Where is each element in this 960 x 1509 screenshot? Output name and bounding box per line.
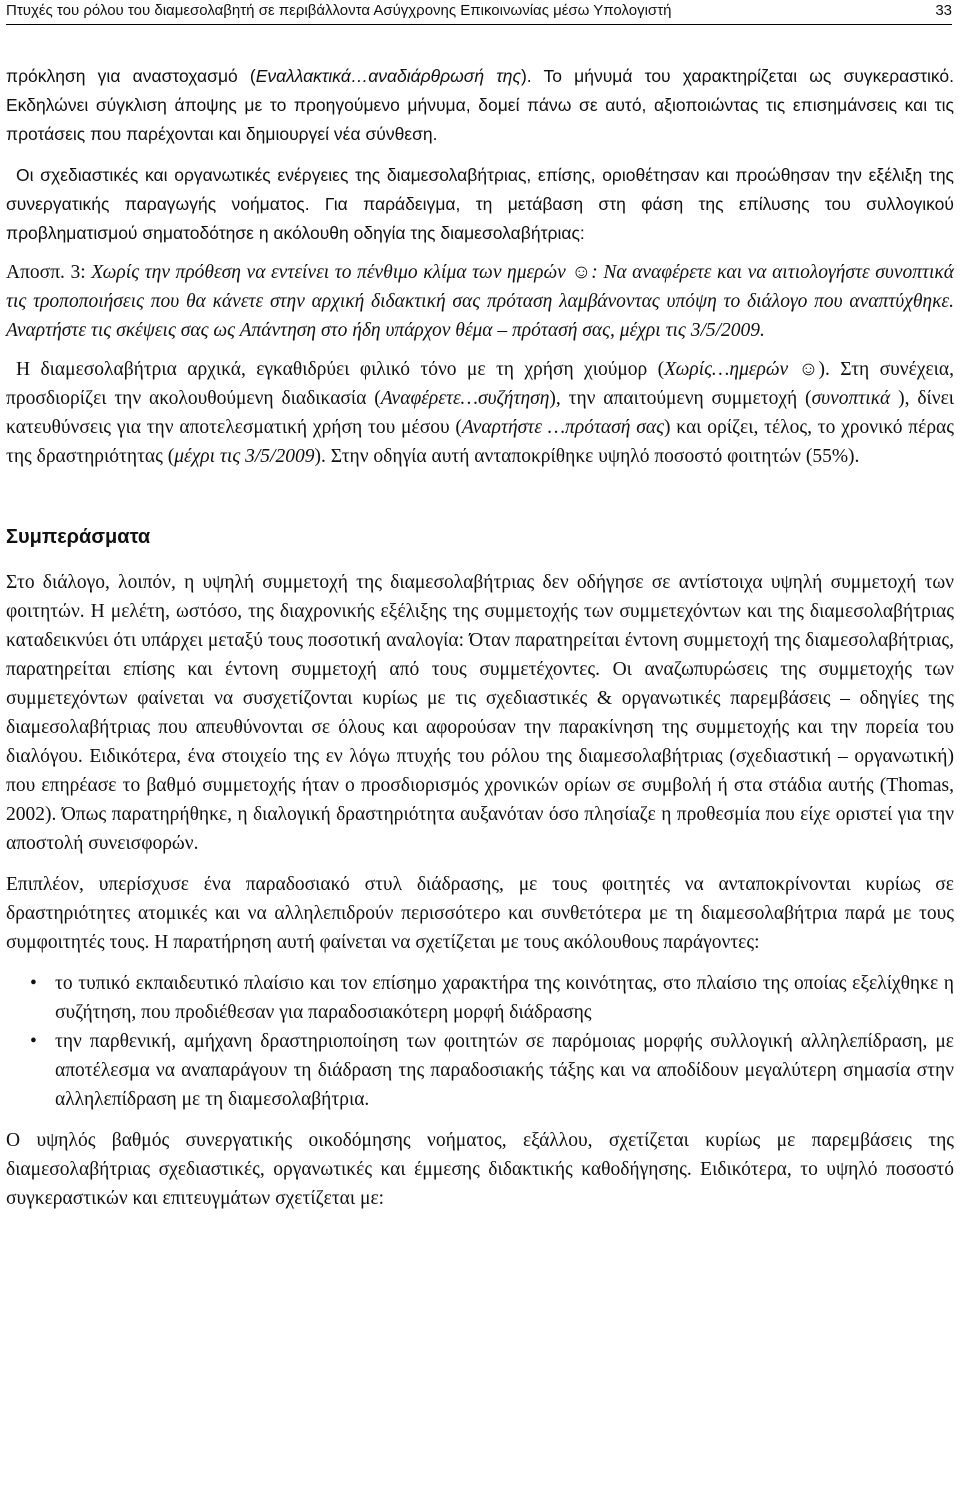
- body-content: [6, 62, 954, 1213]
- list-item: • το τυπικό εκπαιδευτικό πλαίσιο και τον επίσημο χαρακτήρα της κοινότητας, στο πλαίσιο της οποίας εξελίχθηκε η συζήτηση, που προδιέθεσαν για παραδοσιακότερη μορφή διάδρασης: [6, 969, 954, 1027]
- excerpt-3: Αποσπ. 3: Χωρίς την πρόθεση να εντείνει το πένθιμο κλίμα των ημερών ☺: Να αναφέρετε και να αιτιολογήστε συνοπτικά τις τροποποιήσεις που θα κάνετε στην αρχική διδακτική σας πρόταση λαμβάνοντας υπόψη το διάλογο που αναπτύχθηκε. Αναρτήστε τις σκέψεις σας ως Απάντηση στο ήδη υπάρχον θέμα – πρότασή σας, μέχρι τις 3/5/2009.: [6, 262, 954, 341]
- page-number: 33: [935, 2, 952, 19]
- paragraph-continuation: πρόκληση για αναστοχασμό (Εναλλακτικά…αναδιάρθρωσή της). Το μήνυμά του χαρακτηρίζεται ως συγκεραστικό. Εκδηλώνει σύγκλιση άποψης με το προηγούμενο μήνυμα, δομεί πάνω σε αυτό, αξιοποιώντας τις επισημάνσεις και τις προτάσεις που παρέχονται και δημιουργεί νέα σύνθεση.: [6, 66, 955, 144]
- running-title: Πτυχές του ρόλου του διαμεσολαβητή σε περιβάλλοντα Ασύγχρονης Επικοινωνίας μέσω Υπολογιστή: [6, 2, 672, 19]
- paragraph-humor-tone: Η διαμεσολαβήτρια αρχικά, εγκαθιδρύει φιλικό τόνο με τη χρήση χιούμορ (Χωρίς…ημερών ☺). Στη συνέχεια, προσδιορίζει την ακολουθούμενη διαδικασία (Αναφέρετε…συζήτηση), την απαιτούμενη συμμετοχή (συνοπτικά ), δίνει κατευθύνσεις για την αποτελεσματική χρήση του μέσου (Αναρτήστε …πρότασή σας) και ορίζει, τέλος, το χρονικό πέρας της δραστηριότητας (μέχρι τις 3/5/2009). Στην οδηγία αυτή ανταποκρίθηκε υψηλό ποσοστό φοιτητών (55%).: [6, 359, 954, 467]
- section-heading-conclusions: Συμπεράσματα: [6, 526, 151, 548]
- bullet-icon: •: [30, 973, 37, 994]
- paragraph-design-actions: Οι σχεδιαστικές και οργανωτικές ενέργειες της διαμεσολαβήτριας, επίσης, οριοθέτησαν και προώθησαν την εξέλιξη της συνεργατικής παραγωγής νοήματος. Για παράδειγμα, τη μετάβαση στη φάση της επίλυσης του συλλογικού προβληματισμού σηματοδότησε η ακόλουθη οδηγία της διαμεσολαβήτριας:: [6, 165, 954, 243]
- bullet-icon: •: [30, 1031, 37, 1052]
- list-item: • την παρθενική, αμήχανη δραστηριοποίηση των φοιτητών σε παρόμοιας μορφής συλλογική αλληλεπίδραση, με αποτέλεσμα να αναπαράγουν τη διάδραση της παραδοσιακής τάξης και να αποδίδουν μεγαλύτερη σημασία στην αλληλεπίδραση με τη διαμεσολαβήτρια.: [6, 1027, 954, 1114]
- paragraph-conclusions-2: Επιπλέον, υπερίσχυσε ένα παραδοσιακό στυλ διάδρασης, με τους φοιτητές να ανταποκρίνονται κυρίως σε δραστηριότητες ατομικές και να αλληλεπιδρούν περισσότερο και συνθετότερα με τη διαμεσολαβήτρια παρά με τους συμφοιτητές τους. Η παρατήρηση αυτή φαίνεται να σχετίζεται με τους ακόλουθους παράγοντες:: [6, 874, 954, 953]
- factors-list: [6, 969, 954, 1114]
- page-header: [6, 0, 952, 25]
- paragraph-conclusions-1: Στο διάλογο, λοιπόν, η υψηλή συμμετοχή της διαμεσολαβήτριας δεν οδήγησε σε αντίστοιχα υψηλή συμμετοχή των φοιτητών. Η μελέτη, ωστόσο, της διαχρονικής εξέλιξης της συμμετοχής των συμμετεχόντων και της διαμεσολαβήτριας καταδεικνύει ότι υπάρχει μεταξύ τους ποσοτική αναλογία: Όταν παρατηρείται έντονη συμμετοχή της διαμεσολαβήτριας, παρατηρείται επίσης και έντονη συμμετοχή από τους συμμετέχοντες. Οι αναζωπυρώσεις της συμμετοχής των συμμετεχόντων φαίνεται να συσχετίζονται κυρίως με τις σχεδιαστικές & οργανωτικές παρεμβάσεις – οδηγίες της διαμεσολαβήτριας που απευθύνονται σε όλους και αφορούσαν την παρακίνηση της συμμετοχής και την πορεία του διαλόγου. Ειδικότερα, ένα στοιχείο της εν λόγω πτυχής του ρόλου της διαμεσολαβήτριας (σχεδιαστική – οργανωτική) που επηρέασε το βαθμό συμμετοχής ήταν ο προσδιορισμός χρονικών ορίων σε συμβολή ή στα στάδια αυτής (Thomas, 2002). Όπως παρατηρήθηκε, η διαλογική δραστηριότητα αυξανόταν όσο πλησίαζε η προθεσμία που είχε οριστεί για την αποστολή συνεισφορών.: [6, 572, 954, 854]
- paragraph-conclusions-3: Ο υψηλός βαθμός συνεργατικής οικοδόμησης νοήματος, εξάλλου, σχετίζεται κυρίως με παρεμβάσεις της διαμεσολαβήτριας σχεδιαστικές, οργανωτικές και έμμεσης διδακτικής καθοδήγησης. Ειδικότερα, το υψηλό ποσοστό συγκεραστικών και επιτευγμάτων σχετίζεται με:: [6, 1130, 954, 1209]
